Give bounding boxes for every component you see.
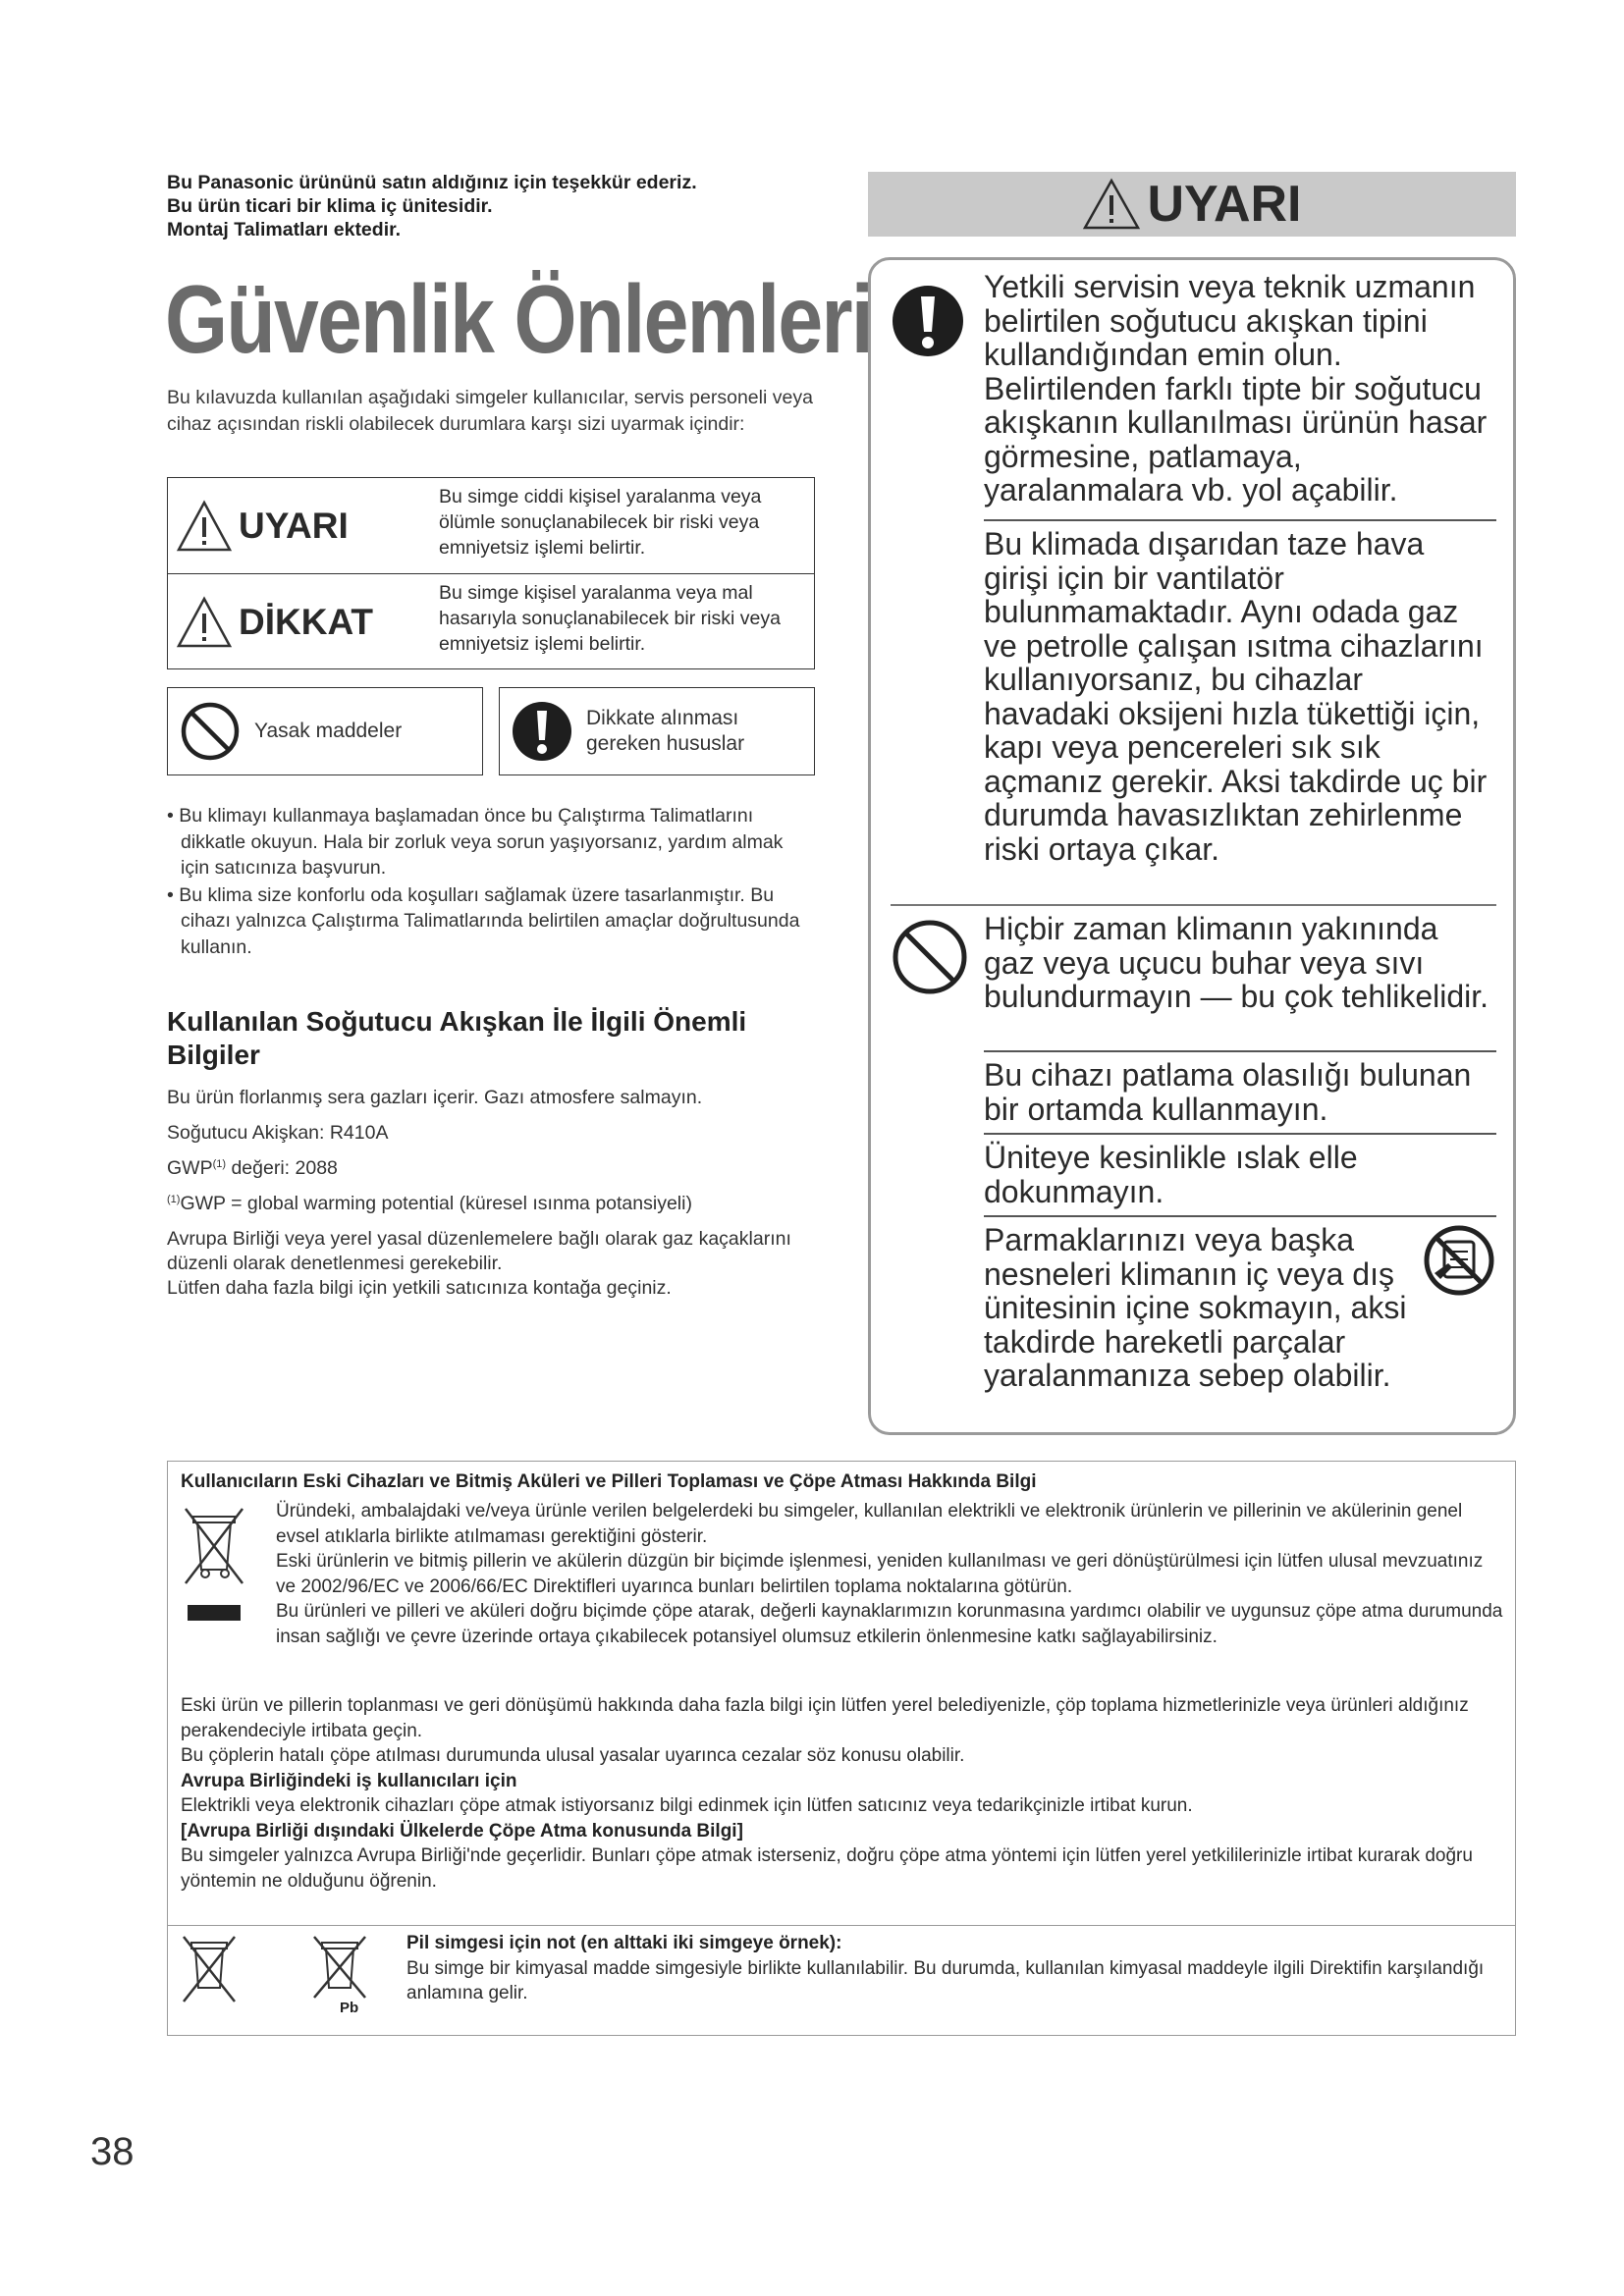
divider [984, 1215, 1496, 1217]
refrigerant-p6: Lütfen daha fazla bilgi için yetkili satıcınıza kontağa geçiniz. [167, 1277, 672, 1299]
gwp-suffix: değeri: 2088 [226, 1157, 338, 1179]
warning-banner [868, 172, 1516, 237]
gwp-value [167, 1156, 835, 1181]
warning-list-frame [868, 257, 1516, 1435]
gwp-footnote-mark-2: (1) [167, 1194, 181, 1205]
recycling-title: Kullanıcıların Eski Cihazları ve Bitmiş Aküleri ve Pilleri Toplaması ve Çöpe Atması Hakkında Bilgi [181, 1471, 1037, 1492]
battery-note-text: Bu simge bir kimyasal madde simgesiyle birlikte kullanılabilir. Bu durumda, kullanılan kimyasal maddeyle ilgili Direktifin karşılandığı anlamına gelir. [406, 1957, 1485, 2003]
attention-label: Dikkate alınması gereken hususlar [586, 707, 745, 755]
legend-row-caution [168, 573, 814, 668]
pb-chemical-label: Pb [340, 2000, 359, 2016]
warning-triangle-icon [176, 500, 233, 553]
prohibited-symbol-box [167, 687, 483, 775]
warning-item-fingers: Parmaklarınızı veya başka nesneleri klimanın iç veya dış ünitesinin içine sokmayın, aksi takdirde hareketli parçalar yaralanmanıza sebep olabilir. [984, 1222, 1407, 1393]
refrigerant-section-body [167, 1086, 835, 1311]
eu-business-title: Avrupa Birliğindeki iş kullanıcıları için [181, 1770, 517, 1791]
battery-note [406, 1931, 1501, 2006]
warning-item-wet-hands: Üniteye kesinlikle ıslak elle dokunmayın. [984, 1140, 1358, 1209]
recycling-main-text [276, 1499, 1503, 1649]
legend-warning-text-label: UYARI [239, 506, 349, 546]
warning-item-refrigerant: Yetkili servisin veya teknik uzmanın belirtilen soğutucu akışkan tipini kullandığından emin olun. Belirtilenden farklı tipte bir soğutucu akışkanın kullanılması ürünün hasar görmesine, patlamaya, yaralanmalara vb. yol açabilir. [984, 269, 1488, 507]
usage-notes [167, 803, 815, 961]
divider [984, 1133, 1496, 1135]
recycling-main-3: Bu ürünleri ve pilleri ve aküleri doğru biçimde çöpe atarak, değerli kaynaklarımızın korunmasına yardımcı olabilir ve uygunsuz çöpe atma durumunda insan sağlığı ve çevre üzerinde ortaya çıkabilecek potansiyel olumsuz etkilerin önlenmesine katkı sağlayabilirsiniz. [276, 1601, 1503, 1647]
refrigerant-p1: Bu ürün florlanmış sera gazları içerir. Gazı atmosfere salmayın. [167, 1087, 703, 1108]
divider [891, 904, 1496, 906]
symbol-legend-table [167, 477, 815, 669]
gwp-footnote-mark: (1) [212, 1158, 227, 1170]
page-title: Güvenlik Önlemleri [165, 265, 873, 373]
gwp-footnote-text: GWP = global warming potential (küresel ısınma potansiyeli) [180, 1193, 692, 1214]
warning-item-ventilation: Bu klimada dışarıdan taze hava girişi için bir vantilatör bulunmamaktadır. Aynı odada gaz ve petrolle çalışan ısıtma cihazlarını kullanıyorsanız, bu cihazlar havadaki oksijeni hızla tükettiği için, kapı veya pencereleri sık sık açmanız gerekir. Aksi takdirde uç bir durumda havasızlıktan zehirlenme riski ortaya çıkar. [984, 526, 1488, 867]
refrigerant-p5: Avrupa Birliği veya yerel yasal düzenlemelere bağlı olarak gaz kaçaklarını düzenli olarak denetlenmesi gerekebilir. [167, 1228, 791, 1274]
recycling-main-1: Üründeki, ambalajdaki ve/veya ürünle verilen belgelerdeki bu simgeler, kullanılan elektrikli ve elektronik ürünlerin ve pillerinin ve akülerinin genel evsel atıklarla birlikte atılmaması gerektiğini gösterir. [276, 1501, 1463, 1547]
prohibited-icon [889, 916, 971, 998]
eu-business-text: Elektrikli veya elektronik cihazları çöpe atmak istiyorsanız bilgi edinmek için lütfen satıcınız veya tedarikçinizle irtibat kurun. [181, 1795, 1193, 1816]
recycling-lower-1: Eski ürün ve pillerin toplanması ve geri dönüşümü hakkında daha fazla bilgi için lütfen yerel belediyenizle, çöp toplama hizmetlerinizle veya ürünleri aldığınız perakendeciyle irtibata geçin. [181, 1695, 1469, 1741]
usage-note-2: • Bu klima size konforlu oda koşulları sağlamak üzere tasarlanmıştır. Bu cihazı yalnızca Çalıştırma Talimatlarında belirtilen amaçlar doğrultusunda kullanın. [167, 883, 800, 958]
recycling-lower-text [181, 1693, 1506, 1894]
attention-symbol-box [499, 687, 815, 775]
warning-banner-title: UYARI [1147, 176, 1302, 233]
warning-item-explosive: Bu cihazı patlama olasılığı bulunan bir ortamda kullanmayın. [984, 1057, 1472, 1127]
crossed-bin-icon [180, 1933, 239, 2011]
non-eu-title: [Avrupa Birliği dışındaki Ülkelerde Çöpe Atma konusunda Bilgi] [181, 1820, 743, 1842]
legend-row-warning [168, 478, 814, 572]
legend-caution-description: Bu simge kişisel yaralanma veya mal hasarıyla sonuçlanabilecek bir riski veya emniyetsiz işlemi belirtir. [439, 582, 781, 655]
intro-line-1: Bu Panasonic ürününü satın aldığınız için teşekkür ederiz. [167, 172, 697, 193]
recycling-info-box [167, 1461, 1516, 2036]
recycling-main-2: Eski ürünlerin ve bitmiş pillerin ve akülerin düzgün bir biçimde işlenmesi, yeniden kullanılması ve geri dönüştürülmesi için lütfen ulusal mevzuatınız ve 2002/96/EC ve 2006/66/EC Direktifleri uyarınca bunları belirtilen toplama noktalarına götürün. [276, 1551, 1484, 1597]
legend-caution-label [176, 596, 373, 649]
caution-triangle-icon [176, 596, 233, 649]
divider [984, 519, 1496, 521]
intro-text [167, 171, 835, 241]
legend-warning-description: Bu simge ciddi kişisel yaralanma veya ölümle sonuçlanabilecek bir riski veya emniyetsiz işlemi belirtir. [439, 486, 762, 559]
crossed-bin-icon [180, 1505, 248, 1632]
non-eu-text: Bu simgeler yalnızca Avrupa Birliği'nde geçerlidir. Bunları çöpe atmak isterseniz, doğru çöpe atma yöntemi için lütfen yerel yetkililerinizle irtibat kurarak doğru yöntemin ne olduğunu öğrenin. [181, 1845, 1473, 1892]
divider [168, 1925, 1515, 1926]
warning-triangle-icon [1082, 178, 1141, 231]
crossed-bin-icon [310, 1933, 369, 2002]
prohibited-label: Yasak maddeler [254, 720, 403, 742]
page-number: 38 [90, 2130, 135, 2173]
exclamation-circle-icon [508, 697, 576, 766]
legend-caution-text-label: DİKKAT [239, 602, 374, 642]
intro-line-2: Bu ürün ticari bir klima iç ünitesidir. [167, 195, 493, 217]
intro-line-3: Montaj Talimatları ektedir. [167, 219, 402, 240]
recycling-lower-2: Bu çöplerin hatalı çöpe atılması durumunda ulusal yasalar uyarınca cezalar söz konusu olabilir. [181, 1745, 965, 1766]
warning-item-gas: Hiçbir zaman klimanın yakınında gaz veya uçucu buhar veya sıvı bulundurmayın — bu çok tehlikelidir. [984, 911, 1489, 1014]
legend-warning-label [176, 500, 349, 553]
exclamation-circle-icon [889, 282, 967, 360]
divider [984, 1050, 1496, 1052]
prohibited-icon [176, 697, 244, 766]
refrigerant-p2: Soğutucu Akişkan: R410A [167, 1122, 389, 1144]
battery-note-title: Pil simgesi için not (en alttaki iki simgeye örnek): [406, 1933, 842, 1953]
usage-note-1: • Bu klimayı kullanmaya başlamadan önce bu Çalıştırma Talimatlarını dikkatle okuyun. Hala bir zorluk veya sorun yaşıyorsanız, yardım almak için satıcınıza başvurun. [167, 805, 784, 879]
gwp-footnote [167, 1192, 835, 1216]
no-insert-fingers-icon [1421, 1222, 1497, 1299]
symbol-description: Bu kılavuzda kullanılan aşağıdaki simgeler kullanıcılar, servis personeli veya cihaz açısından riskli olabilecek durumlara karşı sizi uyarmak içindir: [167, 387, 813, 435]
gwp-prefix: GWP [167, 1157, 213, 1179]
refrigerant-section-title: Kullanılan Soğutucu Akışkan İle İlgili Önemli Bilgiler [167, 1006, 747, 1070]
